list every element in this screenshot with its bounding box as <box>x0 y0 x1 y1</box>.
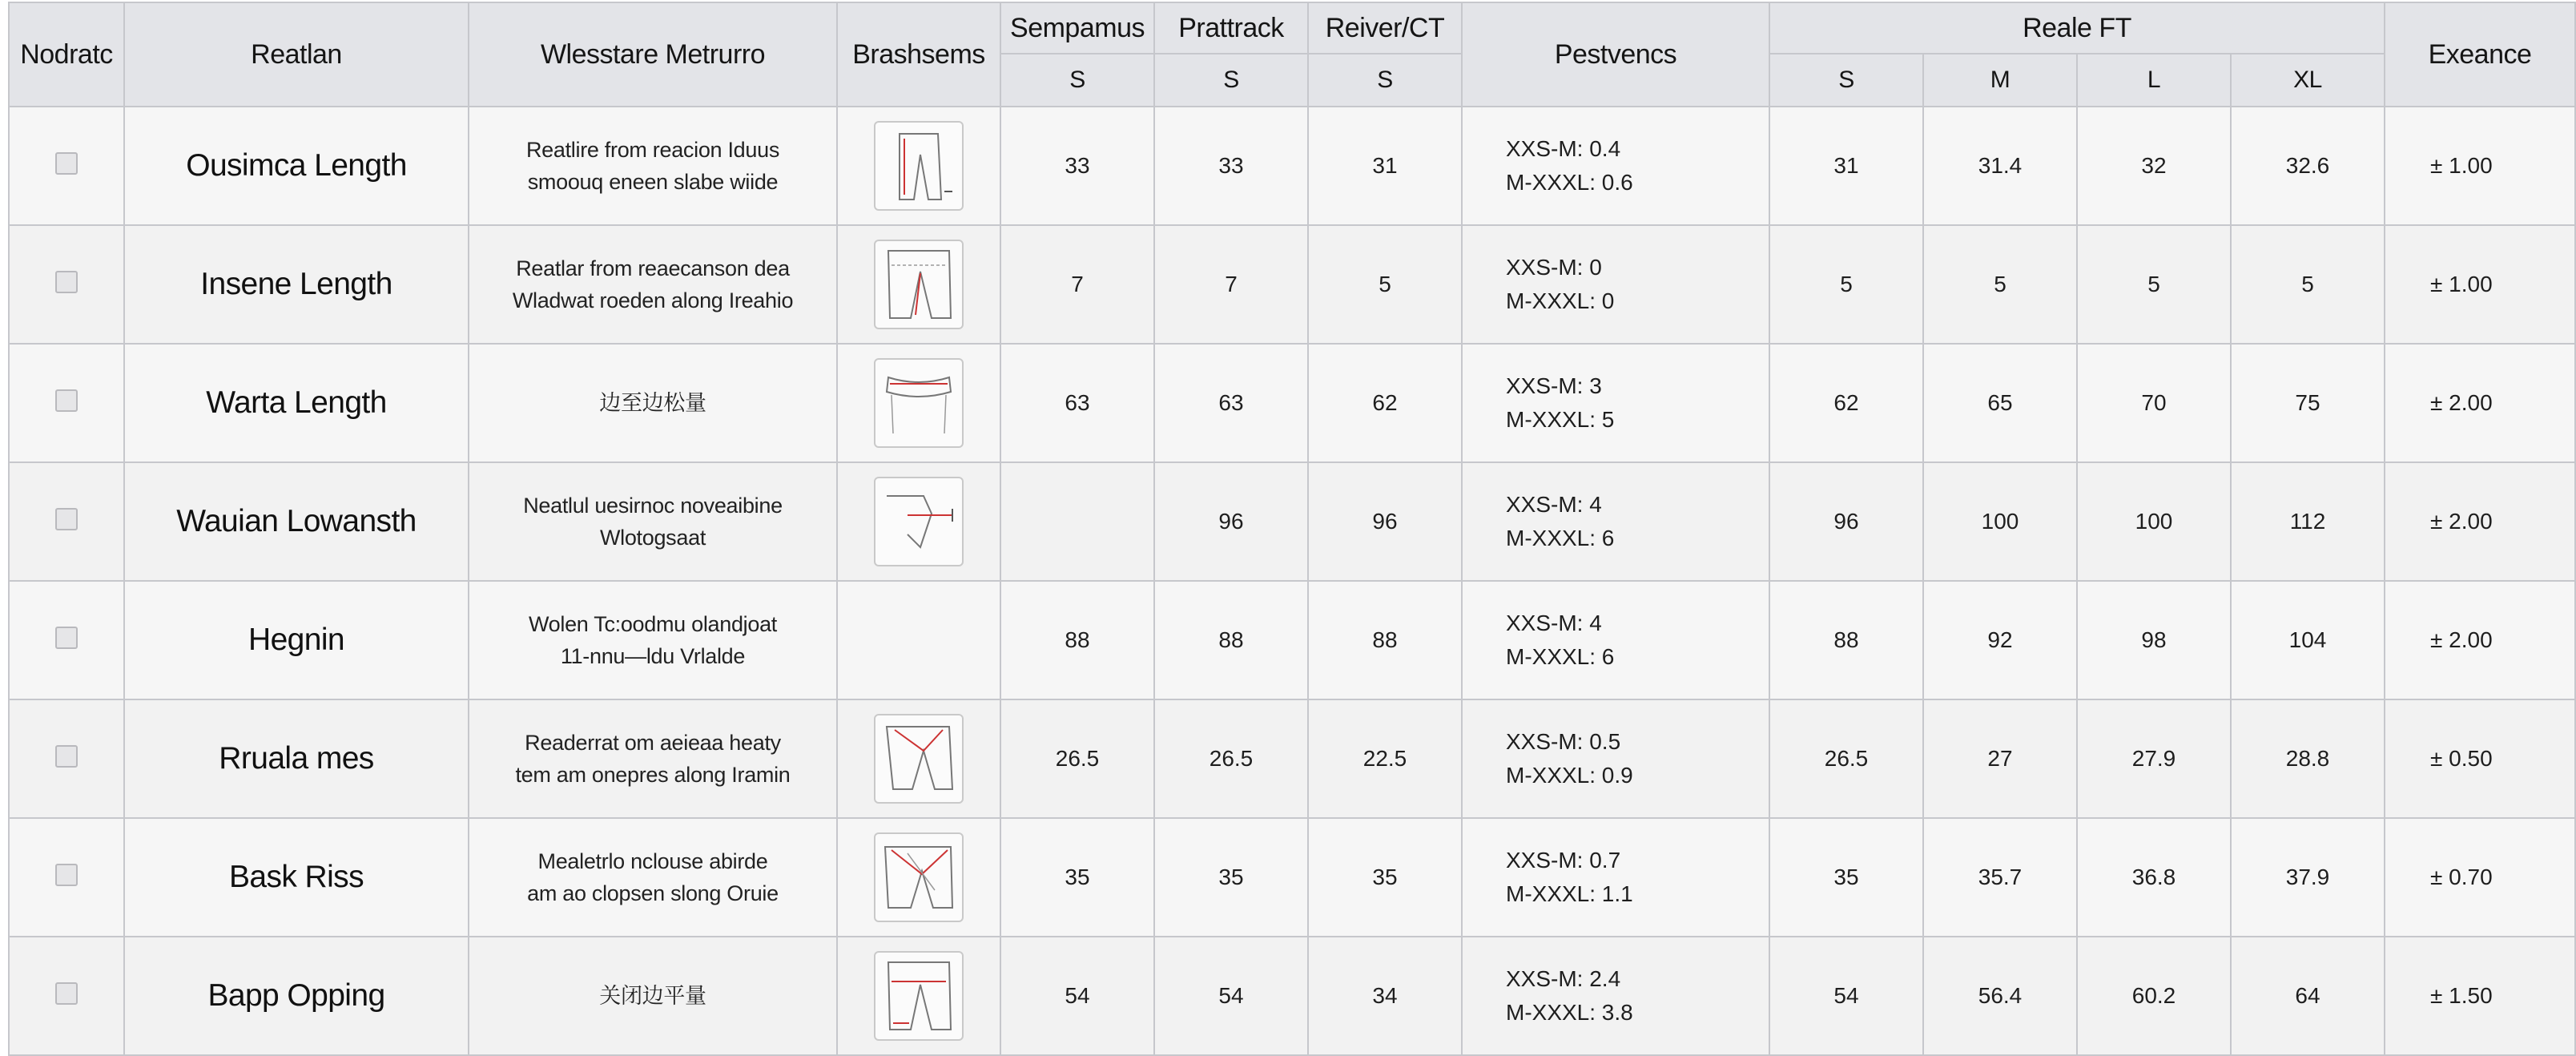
prattack-value: 33 <box>1154 107 1308 225</box>
tolerance-cell <box>1462 225 1769 344</box>
prattack-value: 96 <box>1154 462 1308 581</box>
measurement-name: Ousimca Length <box>124 107 469 225</box>
measurement-name: Wauian Lowansth <box>124 462 469 581</box>
method-line-1: Readerrat om aeieaa heaty <box>525 731 781 755</box>
tolerance-small: XXS-M: 0.5 <box>1506 729 1621 754</box>
row-checkbox-cell[interactable] <box>9 225 124 344</box>
diagram-cell[interactable] <box>837 462 1000 581</box>
diagram-cell[interactable] <box>837 107 1000 225</box>
prattack-value: 88 <box>1154 581 1308 699</box>
diagram-cell[interactable] <box>837 937 1000 1055</box>
diagram-cell[interactable] <box>837 344 1000 462</box>
waistband-diagram-icon <box>874 358 964 448</box>
method-line-1: Mealetrlo nclouse abirde <box>537 849 768 873</box>
reviewer-value: 96 <box>1308 462 1462 581</box>
tolerance-cell <box>1462 818 1769 937</box>
grade-l-value: 98 <box>2077 581 2231 699</box>
exceed-value: ± 2.00 <box>2385 581 2575 699</box>
sample-value: 26.5 <box>1000 699 1154 818</box>
col-sample-header[interactable]: Sempamus <box>1000 2 1154 54</box>
row-checkbox-cell[interactable] <box>9 699 124 818</box>
reviewer-value: 5 <box>1308 225 1462 344</box>
grade-xl-value: 112 <box>2231 462 2385 581</box>
prattack-value: 54 <box>1154 937 1308 1055</box>
diagram-cell[interactable] <box>837 699 1000 818</box>
table-row[interactable] <box>9 344 2575 462</box>
method-line-1: 关闭边平量 <box>599 984 706 1008</box>
tolerance-cell <box>1462 107 1769 225</box>
table-row[interactable] <box>9 818 2575 937</box>
back-rise-diagram-icon <box>874 832 964 922</box>
grade-size-xl-header: XL <box>2231 54 2385 107</box>
sample-value: 35 <box>1000 818 1154 937</box>
grade-s-value: 54 <box>1769 937 1923 1055</box>
measurement-name: Bapp Opping <box>124 937 469 1055</box>
measurement-name: Warta Length <box>124 344 469 462</box>
grade-m-value: 100 <box>1923 462 2077 581</box>
col-method-header[interactable]: Wlesstare Metrurro <box>469 2 837 107</box>
grade-l-value: 70 <box>2077 344 2231 462</box>
reviewer-value: 62 <box>1308 344 1462 462</box>
sample-value: 7 <box>1000 225 1154 344</box>
tolerance-cell <box>1462 462 1769 581</box>
row-checkbox-cell[interactable] <box>9 818 124 937</box>
pants-outseam-diagram-icon <box>874 121 964 211</box>
row-checkbox[interactable] <box>55 745 78 768</box>
prattack-value: 7 <box>1154 225 1308 344</box>
measurement-method <box>469 937 837 1055</box>
exceed-value: ± 0.70 <box>2385 818 2575 937</box>
row-checkbox[interactable] <box>55 152 78 175</box>
row-checkbox[interactable] <box>55 271 78 293</box>
measurement-method <box>469 818 837 937</box>
table-body <box>9 107 2575 1055</box>
table-row[interactable] <box>9 581 2575 699</box>
grade-xl-value: 5 <box>2231 225 2385 344</box>
exceed-value: ± 1.00 <box>2385 107 2575 225</box>
grade-xl-value: 104 <box>2231 581 2385 699</box>
method-line-2: Wladwat roeden along Ireahio <box>512 288 794 312</box>
reviewer-value: 88 <box>1308 581 1462 699</box>
grade-m-value: 35.7 <box>1923 818 2077 937</box>
tolerance-large: M-XXXL: 5 <box>1506 407 1615 432</box>
exceed-value: ± 2.00 <box>2385 462 2575 581</box>
method-line-2: am ao clopsen slong Oruie <box>527 881 779 905</box>
method-line-2: tem am onepres along Iramin <box>515 763 791 787</box>
tolerance-small: XXS-M: 0.4 <box>1506 136 1621 161</box>
measurement-method <box>469 225 837 344</box>
tolerance-large: M-XXXL: 3.8 <box>1506 1000 1633 1025</box>
tolerance-large: M-XXXL: 6 <box>1506 644 1615 669</box>
measurement-name: Rruala mes <box>124 699 469 818</box>
exceed-value: ± 1.00 <box>2385 225 2575 344</box>
sample-value: 54 <box>1000 937 1154 1055</box>
sample-value <box>1000 462 1154 581</box>
row-checkbox-cell[interactable] <box>9 107 124 225</box>
row-checkbox-cell[interactable] <box>9 581 124 699</box>
measurement-name: Hegnin <box>124 581 469 699</box>
reviewer-value: 34 <box>1308 937 1462 1055</box>
grade-s-value: 62 <box>1769 344 1923 462</box>
grade-s-value: 88 <box>1769 581 1923 699</box>
diagram-cell[interactable] <box>837 225 1000 344</box>
grade-l-value: 100 <box>2077 462 2231 581</box>
row-checkbox-cell[interactable] <box>9 344 124 462</box>
prattack-value: 26.5 <box>1154 699 1308 818</box>
col-tolerance-header[interactable]: Pestvencs <box>1462 2 1769 107</box>
col-diagram-header[interactable]: Brashsems <box>837 2 1000 107</box>
reviewer-size-header: S <box>1308 54 1462 107</box>
tolerance-large: M-XXXL: 6 <box>1506 526 1615 550</box>
grade-s-value: 35 <box>1769 818 1923 937</box>
method-line-1: Reatlar from reaecanson dea <box>516 256 790 280</box>
grade-s-value: 5 <box>1769 225 1923 344</box>
grade-xl-value: 32.6 <box>2231 107 2385 225</box>
row-checkbox[interactable] <box>55 627 78 649</box>
tolerance-large: M-XXXL: 0.6 <box>1506 170 1633 195</box>
col-number-header[interactable]: Nodratc <box>9 2 124 107</box>
row-checkbox[interactable] <box>55 982 78 1005</box>
tolerance-small: XXS-M: 4 <box>1506 611 1602 635</box>
grade-m-value: 65 <box>1923 344 2077 462</box>
tolerance-small: XXS-M: 0.7 <box>1506 848 1621 873</box>
method-line-1: Reatlire from reacion Iduus <box>525 138 780 162</box>
tolerance-large: M-XXXL: 0.9 <box>1506 763 1633 788</box>
prattack-value: 35 <box>1154 818 1308 937</box>
grade-m-value: 5 <box>1923 225 2077 344</box>
grade-xl-value: 28.8 <box>2231 699 2385 818</box>
method-line-1: Neatlul uesirnoc noveaibine <box>523 494 783 518</box>
tolerance-small: XXS-M: 4 <box>1506 492 1602 517</box>
tolerance-large: M-XXXL: 1.1 <box>1506 881 1633 906</box>
grade-s-value: 31 <box>1769 107 1923 225</box>
col-grade-header[interactable]: Reale FT <box>1769 2 2385 54</box>
method-line-1: 边至边松量 <box>599 391 706 415</box>
method-line-2: smoouq eneen slabe wiide <box>527 170 779 194</box>
table-header <box>9 2 2575 107</box>
reviewer-value: 31 <box>1308 107 1462 225</box>
col-position-header[interactable]: Reatlan <box>124 2 469 107</box>
tolerance-cell <box>1462 937 1769 1055</box>
exceed-value: ± 2.00 <box>2385 344 2575 462</box>
sample-value: 63 <box>1000 344 1154 462</box>
method-line-2: 11-nnu—ldu Vrlalde <box>560 644 746 668</box>
grade-l-value: 32 <box>2077 107 2231 225</box>
table-row[interactable] <box>9 699 2575 818</box>
grade-l-value: 36.8 <box>2077 818 2231 937</box>
table-row[interactable] <box>9 225 2575 344</box>
grade-m-value: 56.4 <box>1923 937 2077 1055</box>
spec-sheet <box>8 2 2532 1051</box>
tolerance-small: XXS-M: 0 <box>1506 255 1602 280</box>
grade-m-value: 92 <box>1923 581 2077 699</box>
grade-m-value: 27 <box>1923 699 2077 818</box>
tolerance-large: M-XXXL: 0 <box>1506 288 1615 313</box>
tolerance-cell <box>1462 344 1769 462</box>
measurement-method <box>469 699 837 818</box>
grade-size-l-header: L <box>2077 54 2231 107</box>
table-row[interactable] <box>9 937 2575 1055</box>
grade-xl-value: 64 <box>2231 937 2385 1055</box>
grade-size-m-header: M <box>1923 54 2077 107</box>
diagram-cell[interactable] <box>837 581 1000 699</box>
col-exceed-header[interactable]: Exeance <box>2385 2 2575 107</box>
grade-l-value: 60.2 <box>2077 937 2231 1055</box>
grade-xl-value: 37.9 <box>2231 818 2385 937</box>
diagram-cell[interactable] <box>837 818 1000 937</box>
col-reviewer-header[interactable]: Reiver/CT <box>1308 2 1462 54</box>
row-checkbox[interactable] <box>55 864 78 886</box>
measurement-name: Insene Length <box>124 225 469 344</box>
measurement-name: Bask Riss <box>124 818 469 937</box>
grade-xl-value: 75 <box>2231 344 2385 462</box>
reviewer-value: 35 <box>1308 818 1462 937</box>
col-prattack-header[interactable]: Prattrack <box>1154 2 1308 54</box>
exceed-value: ± 1.50 <box>2385 937 2575 1055</box>
prattack-size-header: S <box>1154 54 1308 107</box>
tolerance-small: XXS-M: 3 <box>1506 373 1602 398</box>
grade-s-value: 96 <box>1769 462 1923 581</box>
table-row[interactable] <box>9 107 2575 225</box>
tolerance-cell <box>1462 581 1769 699</box>
tolerance-small: XXS-M: 2.4 <box>1506 966 1621 991</box>
sample-size-header: S <box>1000 54 1154 107</box>
row-checkbox-cell[interactable] <box>9 937 124 1055</box>
leg-opening-diagram-icon <box>874 951 964 1041</box>
sample-value: 88 <box>1000 581 1154 699</box>
grade-m-value: 31.4 <box>1923 107 2077 225</box>
method-line-1: Wolen Tc:oodmu olandjoat <box>528 612 777 636</box>
prattack-value: 63 <box>1154 344 1308 462</box>
table-row[interactable] <box>9 462 2575 581</box>
row-checkbox[interactable] <box>55 508 78 530</box>
row-checkbox-cell[interactable] <box>9 462 124 581</box>
measurement-method <box>469 107 837 225</box>
exceed-value: ± 0.50 <box>2385 699 2575 818</box>
measurement-table <box>8 2 2576 1056</box>
tolerance-cell <box>1462 699 1769 818</box>
measurement-method <box>469 462 837 581</box>
method-line-2: Wlotogsaat <box>599 526 706 550</box>
grade-size-s-header: S <box>1769 54 1923 107</box>
grade-l-value: 27.9 <box>2077 699 2231 818</box>
hip-measure-diagram-icon <box>874 477 964 566</box>
reviewer-value: 22.5 <box>1308 699 1462 818</box>
sample-value: 33 <box>1000 107 1154 225</box>
diagram-slot <box>875 595 962 681</box>
front-rise-diagram-icon <box>874 714 964 804</box>
measurement-method <box>469 581 837 699</box>
grade-s-value: 26.5 <box>1769 699 1923 818</box>
pants-inseam-diagram-icon <box>874 240 964 329</box>
row-checkbox[interactable] <box>55 389 78 412</box>
grade-l-value: 5 <box>2077 225 2231 344</box>
measurement-method <box>469 344 837 462</box>
